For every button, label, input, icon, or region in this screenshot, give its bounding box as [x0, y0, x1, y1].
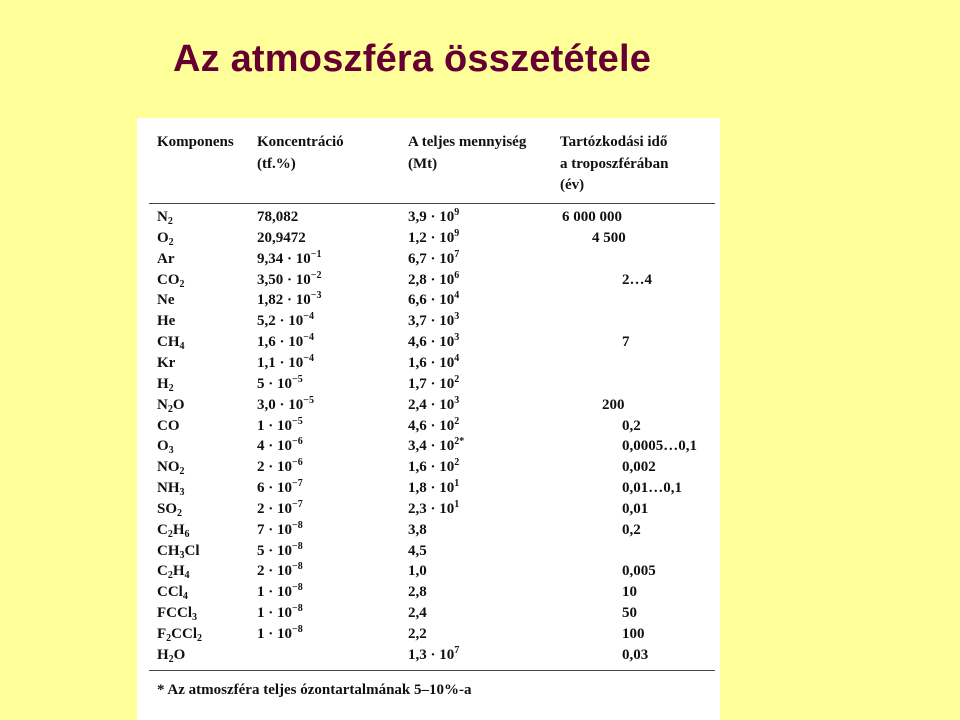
header-concentration-unit: (tf.%) [257, 156, 296, 172]
concentration-value: 20,9472 [257, 229, 306, 246]
component-name: Ar [157, 250, 175, 267]
amount-value: $3,4 \cdot 10^{2*}$ [408, 436, 465, 455]
header-residence-unit: (év) [560, 177, 585, 193]
residence-value: 200 [602, 396, 625, 413]
residence-value: 50 [622, 605, 637, 622]
concentration-value: $9,34 \cdot 10^{-1}$ [257, 248, 322, 267]
component-name: $NO_2$ [157, 459, 185, 478]
residence-value: 0,2 [622, 417, 641, 434]
amount-value: $1,8 \cdot 10^1$ [408, 478, 460, 497]
amount-value: $6,7 \cdot 10^7$ [408, 248, 460, 267]
header-residence: Tartózkodási idő [560, 134, 668, 150]
amount-value: 2,2 [408, 626, 427, 642]
residence-value: 4 500 [592, 229, 626, 246]
header-concentration: Koncentráció [257, 134, 344, 150]
residence-value: 0,01 [622, 500, 649, 517]
amount-value: 1,0 [408, 563, 427, 580]
header-residence-place: a troposzférában [560, 156, 669, 172]
component-name: FCCl$_3$ [157, 605, 197, 624]
component-name: $C_2H_6$ [157, 521, 190, 540]
amount-value: 3,8 [408, 521, 427, 538]
component-name: He [157, 313, 176, 330]
component-name: $F_2CCl_2$ [157, 626, 203, 644]
amount-value: $1,6 \cdot 10^4$ [408, 352, 460, 371]
component-name: $CH_3Cl$ [157, 542, 200, 561]
residence-value: 0,0005…0,1 [622, 438, 697, 455]
amount-value: $6,6 \cdot 10^4$ [408, 290, 460, 309]
composition-table [137, 118, 720, 720]
residence-value: 2…4 [622, 271, 652, 288]
concentration-value: 78,082 [257, 209, 299, 225]
amount-value: 4,5 [408, 542, 427, 559]
residence-value: 10 [622, 584, 637, 601]
component-name: $O_2$ [157, 229, 174, 248]
component-name: $O_3$ [157, 438, 174, 457]
amount-value: $1,6 \cdot 10^2$ [408, 457, 460, 476]
concentration-value: $5 \cdot 10^{-8}$ [257, 540, 303, 559]
concentration-value: $6 \cdot 10^{-7}$ [257, 478, 303, 497]
amount-value: 2,4 [408, 605, 427, 622]
concentration-value: $3,0 \cdot 10^{-5}$ [257, 394, 314, 413]
amount-value: $3,7 \cdot 10^3$ [408, 311, 460, 330]
amount-value: $3,9 \cdot 10^9$ [408, 207, 460, 225]
concentration-value: $3,50 \cdot 10^{-2}$ [257, 269, 322, 288]
header-amount-unit: (Mt) [408, 156, 438, 172]
component-name: $CH_4$ [157, 334, 185, 353]
residence-value: 0,005 [622, 563, 656, 580]
residence-value: 6 000 000 [562, 209, 622, 225]
residence-value: 7 [622, 334, 630, 351]
concentration-value: $1,82 \cdot 10^{-3}$ [257, 290, 322, 309]
component-name: $SO_2$ [157, 500, 183, 519]
header-divider [149, 203, 715, 204]
concentration-value: $5 \cdot 10^{-5}$ [257, 373, 303, 392]
concentration-value: $1 \cdot 10^{-5}$ [257, 415, 303, 434]
component-name: $CO_2$ [157, 271, 185, 290]
concentration-value: $1,1 \cdot 10^{-4}$ [257, 352, 314, 371]
component-name: $C_2H_4$ [157, 563, 190, 582]
amount-value: $2,4 \cdot 10^3$ [408, 394, 460, 413]
concentration-value: $2 \cdot 10^{-7}$ [257, 498, 303, 517]
concentration-value: $1 \cdot 10^{-8}$ [257, 603, 303, 622]
concentration-value: $1,6 \cdot 10^{-4}$ [257, 332, 314, 351]
amount-value: $4,6 \cdot 10^2$ [408, 415, 460, 434]
amount-value: $2,8 \cdot 10^6$ [408, 269, 460, 288]
amount-value: $1,3 \cdot 10^7$ [408, 644, 460, 663]
footnote: * Az atmoszféra teljes ózontartalmának 5–10%-a [157, 682, 472, 698]
concentration-value: $7 \cdot 10^{-8}$ [257, 519, 303, 538]
header-amount: A teljes mennyiség [408, 134, 527, 150]
component-name: CCl$_4$ [157, 584, 188, 603]
amount-value: $2,3 \cdot 10^1$ [408, 498, 460, 517]
amount-value: $1,2 \cdot 10^9$ [408, 227, 460, 246]
component-name: Ne [157, 292, 175, 309]
residence-value: 100 [622, 626, 645, 642]
header-component: Komponens [157, 134, 234, 150]
concentration-value: $2 \cdot 10^{-8}$ [257, 561, 303, 580]
concentration-value: $4 \cdot 10^{-6}$ [257, 436, 303, 455]
concentration-value: $1 \cdot 10^{-8}$ [257, 624, 303, 642]
concentration-value: $2 \cdot 10^{-6}$ [257, 457, 303, 476]
component-name: Kr [157, 354, 176, 371]
component-name: $N_2$ [157, 209, 173, 227]
component-name: $N_2O$ [157, 396, 185, 415]
amount-value: $1,7 \cdot 10^2$ [408, 373, 460, 392]
component-name: $H_2O$ [157, 646, 186, 665]
amount-value: 2,8 [408, 584, 427, 601]
component-name: CO [157, 417, 180, 434]
residence-value: 0,2 [622, 521, 641, 538]
amount-value: $4,6 \cdot 10^3$ [408, 332, 460, 351]
component-name: $NH_3$ [157, 480, 185, 499]
concentration-value: $5,2 \cdot 10^{-4}$ [257, 311, 314, 330]
concentration-value: $1 \cdot 10^{-8}$ [257, 582, 303, 601]
slide-title: Az atmoszféra összetétele [173, 38, 652, 80]
residence-value: 0,002 [622, 459, 656, 476]
residence-value: 0,01…0,1 [622, 480, 682, 497]
residence-value: 0,03 [622, 646, 649, 663]
component-name: $H_2$ [157, 375, 174, 394]
footer-divider [149, 670, 715, 671]
